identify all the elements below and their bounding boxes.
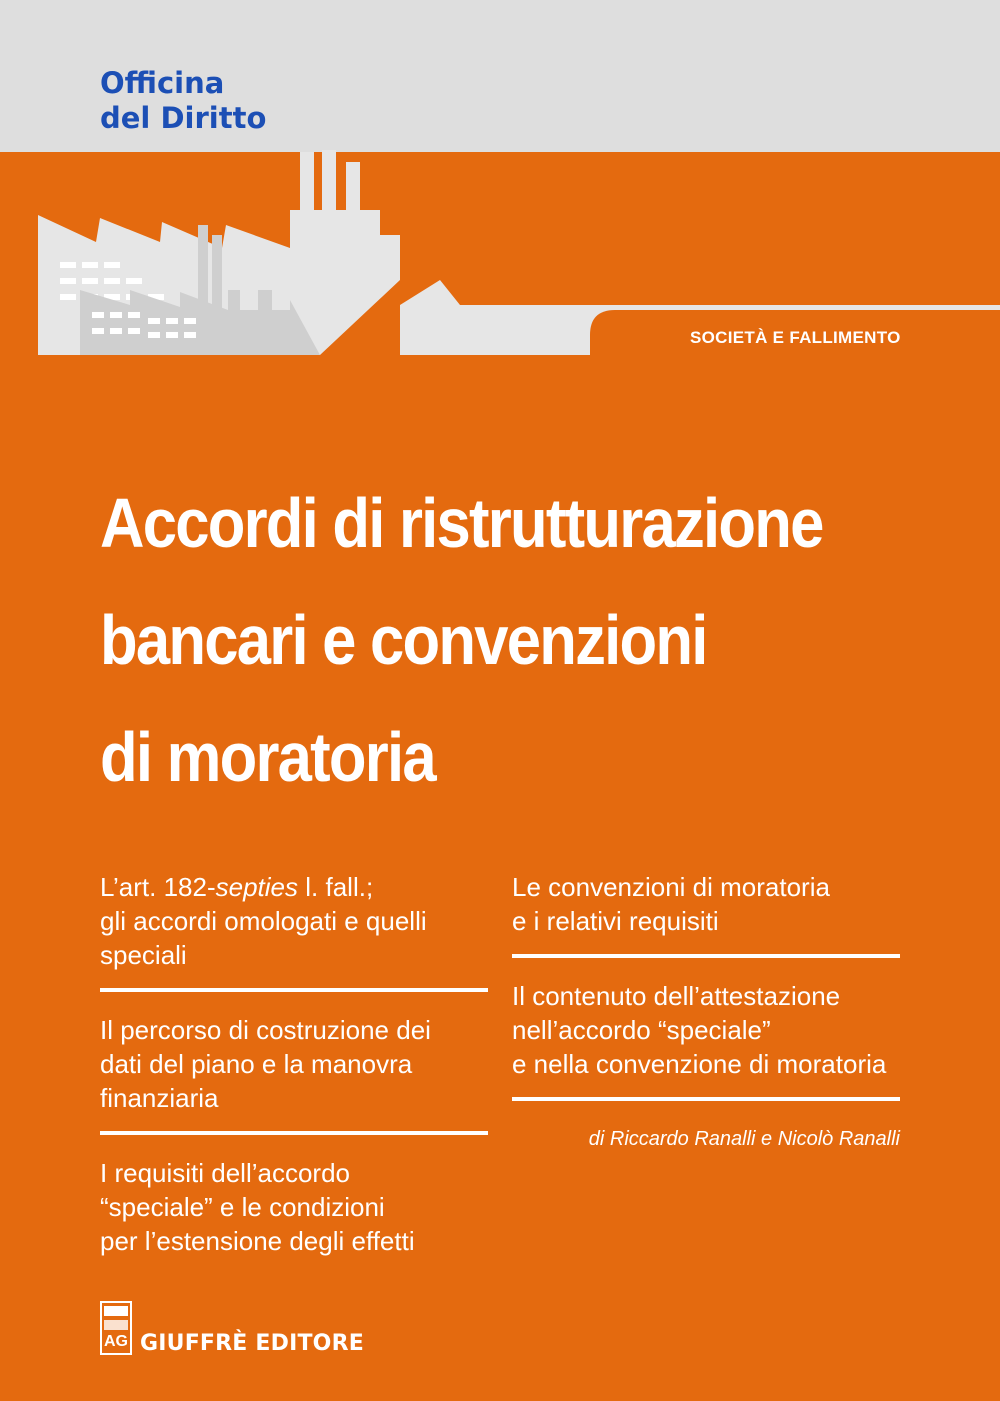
topic-line: Il contenuto dell’attestazione: [512, 981, 841, 1011]
series-brand: [100, 66, 266, 136]
series-brand-line2: del Diritto: [100, 101, 267, 135]
topic-line: gli accordi omologati e quelli: [100, 906, 427, 936]
topics-right-column: [512, 870, 900, 1122]
topic-line: speciali: [100, 940, 187, 970]
category-label: SOCIETÀ E FALLIMENTO: [690, 328, 901, 347]
publisher-logo-icon: [100, 1301, 132, 1355]
topic-line: e i relativi requisiti: [512, 906, 719, 936]
divider: [512, 1097, 900, 1101]
topic-item: [512, 979, 900, 1081]
topic-text: l. fall.;: [298, 872, 374, 902]
topic-line: [100, 870, 488, 904]
topic-line: Il percorso di costruzione dei: [100, 1015, 431, 1045]
topic-line: e nella convenzione di moratoria: [512, 1049, 887, 1079]
book-title-line1: Accordi di ristrutturazione: [100, 484, 823, 562]
publisher-logo-text: AG: [104, 1333, 128, 1350]
topic-item: [512, 870, 900, 938]
topic-line: I requisiti dell’accordo: [100, 1158, 351, 1188]
topic-line: “speciale” e le condizioni: [100, 1192, 385, 1222]
book-title-line2: bancari e convenzioni: [100, 601, 707, 679]
topic-text: L’art. 182-: [100, 872, 216, 902]
topic-line: finanziaria: [100, 1083, 219, 1113]
topic-item: [100, 1013, 488, 1115]
topic-line: dati del piano e la manovra: [100, 1049, 413, 1079]
book-title-line3: di moratoria: [100, 718, 435, 796]
topic-item: [100, 1156, 488, 1258]
topic-text-italic: septies: [215, 872, 299, 902]
publisher-name: GIUFFRÈ EDITORE: [140, 1331, 364, 1356]
divider: [512, 954, 900, 958]
series-brand-line1: Officina: [100, 66, 225, 100]
divider: [100, 988, 488, 992]
topics-left-column: [100, 870, 488, 1258]
topic-item: [100, 870, 488, 972]
topic-line: Le convenzioni di moratoria: [512, 872, 830, 902]
topic-line: per l’estensione degli effetti: [100, 1226, 415, 1256]
book-title: [100, 465, 823, 816]
topic-line: nell’accordo “speciale”: [512, 1015, 771, 1045]
divider: [100, 1131, 488, 1135]
authors-credit: di Riccardo Ranalli e Nicolò Ranalli: [588, 1128, 900, 1150]
